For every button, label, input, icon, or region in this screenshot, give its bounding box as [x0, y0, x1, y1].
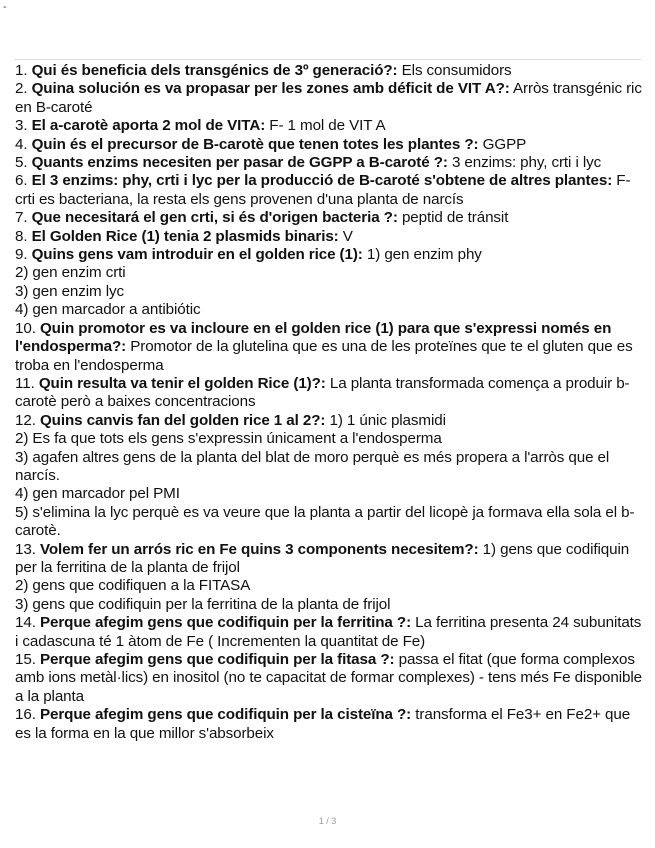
qa-answer-line: 4) gen marcador a antibiótic — [15, 301, 201, 319]
qa-answer-line: 3) gens que codifiquin per la ferritina de la planta de frijol — [15, 595, 391, 613]
qa-question: Perque afegim gens que codifiquin per la ferritina ?: — [39, 614, 412, 632]
qa-number: 1. — [15, 62, 28, 79]
qa-question: Qui és beneficia dels transgénics de 3º generació?: — [31, 62, 398, 79]
qa-item — [15, 375, 643, 412]
qa-answer: V — [342, 227, 353, 245]
qa-item — [15, 154, 643, 172]
qa-question: El 3 enzims: phy, crti i lyc per la producció de B-caroté s'obtene de altres plantes: — [31, 172, 613, 190]
qa-list — [15, 62, 643, 743]
qa-question: Quin resulta va tenir el golden Rice (1)?: — [38, 374, 326, 392]
qa-answer: La planta transformada comença a produir b-carotè però a baixes concentracions — [15, 374, 630, 411]
qa-item — [15, 228, 643, 246]
header-rule — [14, 59, 641, 60]
qa-answer: 3 enzims: phy, crti i lyc — [451, 154, 602, 172]
qa-number: 8. — [15, 227, 28, 245]
qa-number: 10. — [15, 319, 36, 337]
qa-item — [15, 209, 643, 227]
qa-number: 12. — [15, 411, 36, 429]
qa-question: Quin promotor es va incloure en el golden rice (1) para que s'expressi només en l'endosperma?: — [15, 319, 612, 356]
qa-item — [15, 614, 643, 651]
qa-answer: 1) gens que codifiquin per la ferritina de la planta de frijol — [15, 540, 630, 576]
qa-answer: F- crti es bacteriana, la resta els gens provenen d'una planta de narcís — [15, 172, 631, 208]
qa-number: 13. — [15, 540, 36, 558]
qa-item — [15, 412, 643, 430]
qa-answer: GGPP — [482, 135, 527, 153]
qa-question: Perque afegim gens que codifiquin per la cisteïna ?: — [39, 706, 412, 724]
qa-answer: 1) gen enzim phy — [366, 246, 482, 264]
qa-item — [15, 62, 643, 80]
qa-item — [15, 320, 643, 375]
corner-mark: - — [3, 1, 7, 13]
qa-number: 16. — [15, 706, 36, 724]
qa-answer-line: 3) gen enzim lyc — [15, 282, 124, 300]
qa-number: 15. — [15, 651, 36, 668]
qa-answer: La ferritina presenta 24 subunitats i cadascuna té 1 àtom de Fe ( Incrementen la quantitat de Fe) — [15, 614, 642, 650]
qa-answer-line: 3) agafen altres gens de la planta del blat de moro perquè es més propera a l'arròs que el narcís. — [15, 448, 610, 484]
qa-question: Quins canvis fan del golden rice 1 al 2?: — [39, 411, 326, 429]
qa-number: 5. — [15, 154, 28, 172]
qa-question: El Golden Rice (1) tenia 2 plasmids binaris: — [31, 227, 339, 245]
qa-item — [15, 651, 643, 706]
qa-answer-line: 2) gens que codifiquen a la FITASA — [15, 577, 251, 595]
qa-question: Quants enzims necesiten per pasar de GGPP a B-caroté ?: — [31, 154, 448, 172]
qa-item — [15, 117, 643, 135]
qa-answer: Els consumidors — [401, 62, 512, 79]
qa-question: Quin és el precursor de B-carotè que tenen totes les plantes ?: — [31, 135, 479, 153]
qa-item — [15, 80, 643, 117]
qa-answer-line: 2) gen enzim crti — [15, 264, 126, 282]
qa-answer: passa el fitat (que forma complexos amb ions metàl·lics) en inositol (no te capacitat de formar complexes) - tens més Fe disponible a la planta — [15, 651, 642, 705]
qa-answer: Promotor de la glutelina que es una de les proteïnes que te el gluten que es troba en l'endosperma — [15, 338, 633, 374]
qa-question: Quina solución es va propasar per les zones amb déficit de VIT A?: — [31, 80, 510, 98]
qa-question: El a-carotè aporta 2 mol de VITA: — [31, 117, 266, 135]
qa-number: 7. — [15, 209, 28, 227]
qa-answer: Arròs transgénic ric en B-caroté — [15, 80, 642, 116]
qa-item — [15, 706, 643, 743]
qa-number: 6. — [15, 172, 28, 190]
qa-number: 11. — [15, 374, 35, 392]
qa-number: 4. — [15, 135, 28, 153]
qa-number: 2. — [15, 80, 28, 98]
qa-number: 9. — [15, 246, 28, 264]
page-number: 1 / 3 — [318, 816, 337, 826]
qa-question: Perque afegim gens que codifiquin per la fitasa ?: — [39, 651, 395, 668]
qa-answer-line: 2) Es fa que tots els gens s'expressin únicament a l'endosperma — [15, 430, 442, 448]
qa-number: 3. — [15, 117, 28, 135]
qa-question: Quins gens vam introduir en el golden rice (1): — [31, 246, 363, 264]
qa-item — [15, 172, 643, 209]
qa-item — [15, 246, 643, 264]
qa-answer: 1) 1 únic plasmidi — [329, 411, 446, 429]
qa-answer: F- 1 mol de VIT A — [269, 117, 386, 135]
qa-answer-line: 4) gen marcador pel PMI — [15, 485, 180, 503]
qa-question: Que necesitará el gen crti, si és d'origen bacteria ?: — [31, 209, 398, 227]
qa-item — [15, 541, 643, 578]
qa-answer: transforma el Fe3+ en Fe2+ que es la forma en la que millor s'absorbeix — [15, 706, 631, 742]
qa-answer: peptid de tránsit — [401, 209, 509, 227]
qa-number: 14. — [15, 614, 36, 632]
qa-answer-line: 5) s'elimina la lyc perquè es va veure que la planta a partir del licopè ja formava ella sola el b-carotè. — [15, 503, 635, 540]
qa-question: Volem fer un arrós ric en Fe quins 3 components necesitem?: — [39, 540, 479, 558]
qa-item — [15, 136, 643, 154]
